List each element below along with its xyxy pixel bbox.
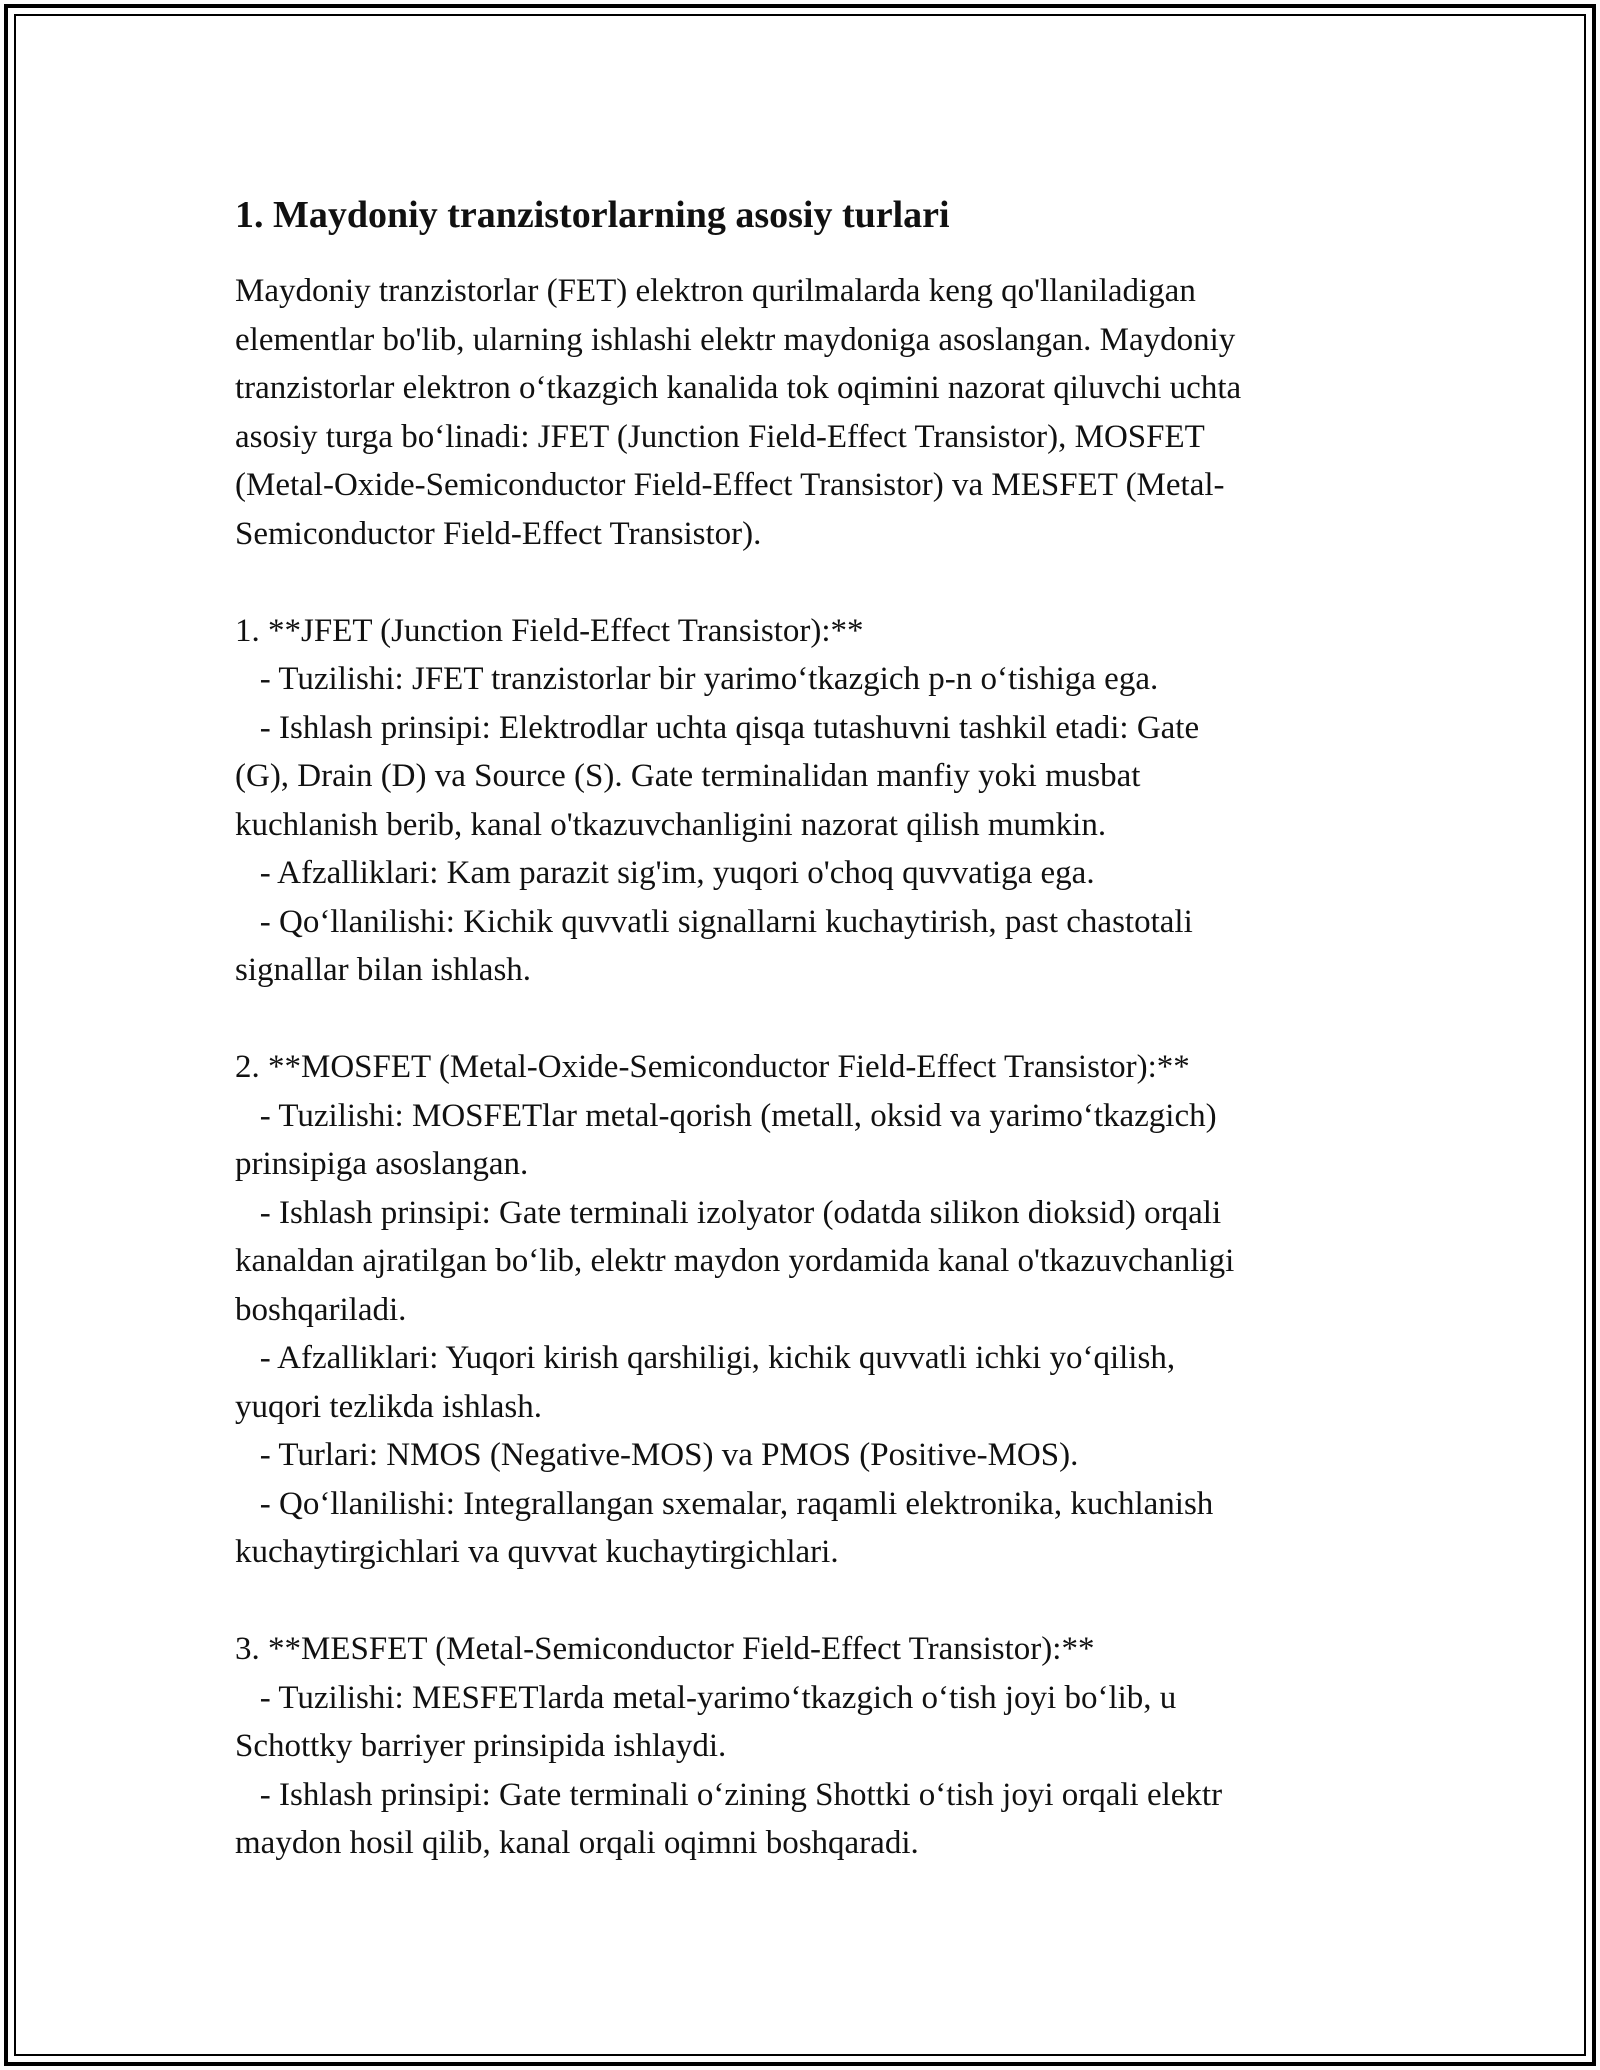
intro-paragraph: Maydoniy tranzistorlar (FET) elektron qurilmalarda keng qo'llaniladigan elementlar bo'lib, ularning ishlashi elektr maydoniga asoslangan. Maydoniy tranzistorlar elektron o‘tkazgich kanalida tok oqimini nazorat qiluvchi uchta asosiy turga bo‘linadi: JFET (Junction Field-Effect Transistor), MOSFET (Metal-Oxide-Semiconductor Field-Effect Transistor) va MESFET (Metal- Semiconductor Field-Effect Transistor).: [235, 273, 1242, 552]
mosfet-section: 2. **MOSFET (Metal-Oxide-Semiconductor Field-Effect Transistor):** - Tuzilishi: MOSFETlar metal-qorish (metall, oksid va yarimo‘tkazgich) prinsipiga asoslangan. - Ishlash prinsipi: Gate terminali izolyator (odatda silikon dioksid) orqali kanaldan ajratilgan bo‘lib, elektr maydon yordamida kanal o'tkazuvchanligi boshqariladi. - Afzalliklari: Yuqori kirish qarshiligi, kichik quvvatli ichki yo‘qilish, yuqori tezlikda ishlash. - Turlari: NMOS (Negative-MOS) va PMOS (Positive-MOS). - Qo‘llanilishi: Integrallangan sxemalar, raqamli elektronika, kuchlanish kuchaytirgichlari va quvvat kuchaytirgichlari.: [235, 1049, 1235, 1570]
document-body: [235, 185, 1375, 1868]
section-heading: 1. Maydoniy tranzistorlarning asosiy turlari: [235, 194, 950, 236]
mesfet-section: 3. **MESFET (Metal-Semiconductor Field-Effect Transistor):** - Tuzilishi: MESFETlarda metal-yarimo‘tkazgich o‘tish joyi bo‘lib, u Schottky barriyer prinsipida ishlaydi. - Ishlash prinsipi: Gate terminali o‘zining Shottki o‘tish joyi orqali elektr maydon hosil qilib, kanal orqali oqimni boshqaradi.: [235, 1631, 1223, 1861]
jfet-section: 1. **JFET (Junction Field-Effect Transistor):** - Tuzilishi: JFET tranzistorlar bir yarimo‘tkazgich p-n o‘tishiga ega. - Ishlash prinsipi: Elektrodlar uchta qisqa tutashuvni tashkil etadi: Gate (G), Drain (D) va Source (S). Gate terminalidan manfiy yoki musbat kuchlanish berib, kanal o'tkazuvchanligini nazorat qilish mumkin. - Afzalliklari: Kam parazit sig'im, yuqori o'choq quvvatiga ega. - Qo‘llanilishi: Kichik quvvatli signallarni kuchaytirish, past chastotali signallar bilan ishlash.: [235, 612, 1200, 988]
